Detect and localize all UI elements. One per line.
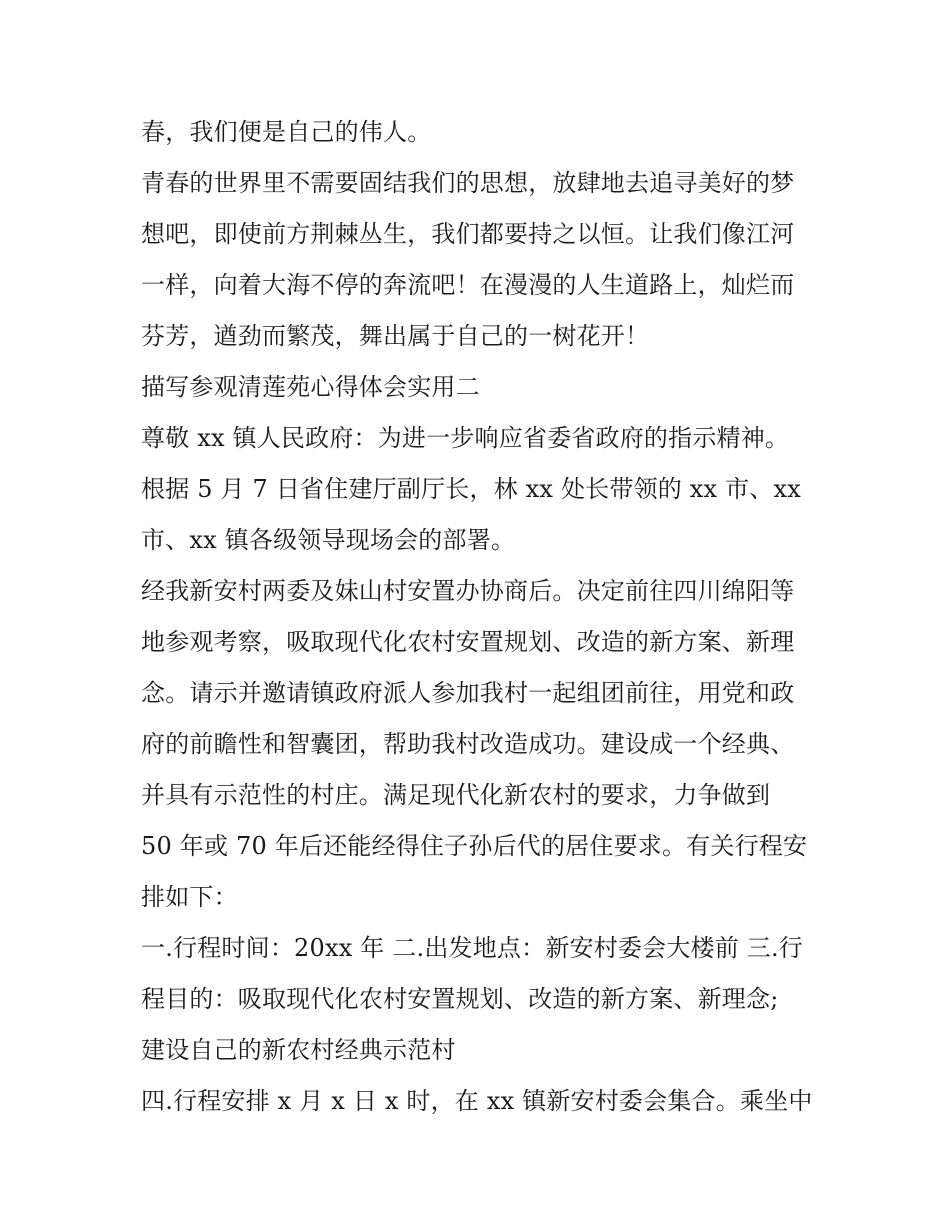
text-line: 排如下： — [141, 883, 238, 911]
text-line: 地参观考察，吸取现代化农村安置规划、改造的新方案、新理 — [141, 628, 795, 656]
text-line: 春，我们便是自己的伟人。 — [141, 118, 432, 146]
text-line: 想吧，即使前方荆棘丛生，我们都要持之以恒。让我们像江河 — [141, 220, 795, 248]
text-line: 并具有示范性的村庄。满足现代化新农村的要求，力争做到 — [141, 781, 771, 809]
text-line: 芬芳，遒劲而繁茂，舞出属于自己的一树花开！ — [141, 322, 650, 350]
text-line: 经我新安村两委及妹山村安置办协商后。决定前往四川绵阳等 — [141, 577, 795, 605]
text-line: 青春的世界里不需要固结我们的思想，放肆地去追寻美好的梦 — [141, 169, 795, 197]
text-line: 一样，向着大海不停的奔流吧！在漫漫的人生道路上，灿烂而 — [141, 271, 795, 299]
text-line: 根据 5 月 7 日省住建厅副厅长，林 xx 处长带领的 xx 市、xx — [141, 475, 801, 503]
text-line: 尊敬 xx 镇人民政府：为进一步响应省委省政府的指示精神。 — [141, 424, 790, 452]
text-line: 市、xx 镇各级领导现场会的部署。 — [141, 526, 516, 554]
text-line: 四.行程安排 x 月 x 日 x 时，在 xx 镇新安村委会集合。乘坐中 — [141, 1087, 813, 1115]
text-line: 一.行程时间：20xx 年 二.出发地点：新安村委会大楼前 三.行 — [141, 934, 803, 962]
text-line: 程目的：吸取现代化农村安置规划、改造的新方案、新理念; — [141, 985, 779, 1013]
section-heading: 描写参观清莲苑心得体会实用二 — [141, 373, 480, 401]
text-line: 念。请示并邀请镇政府派人参加我村一起组团前往，用党和政 — [141, 679, 795, 707]
text-line: 50 年或 70 年后还能经得住子孙后代的居住要求。有关行程安 — [141, 832, 808, 860]
text-line: 建设自己的新农村经典示范村 — [141, 1036, 456, 1064]
document-body — [141, 107, 831, 1127]
text-line: 府的前瞻性和智囊团，帮助我村改造成功。建设成一个经典、 — [141, 730, 795, 758]
